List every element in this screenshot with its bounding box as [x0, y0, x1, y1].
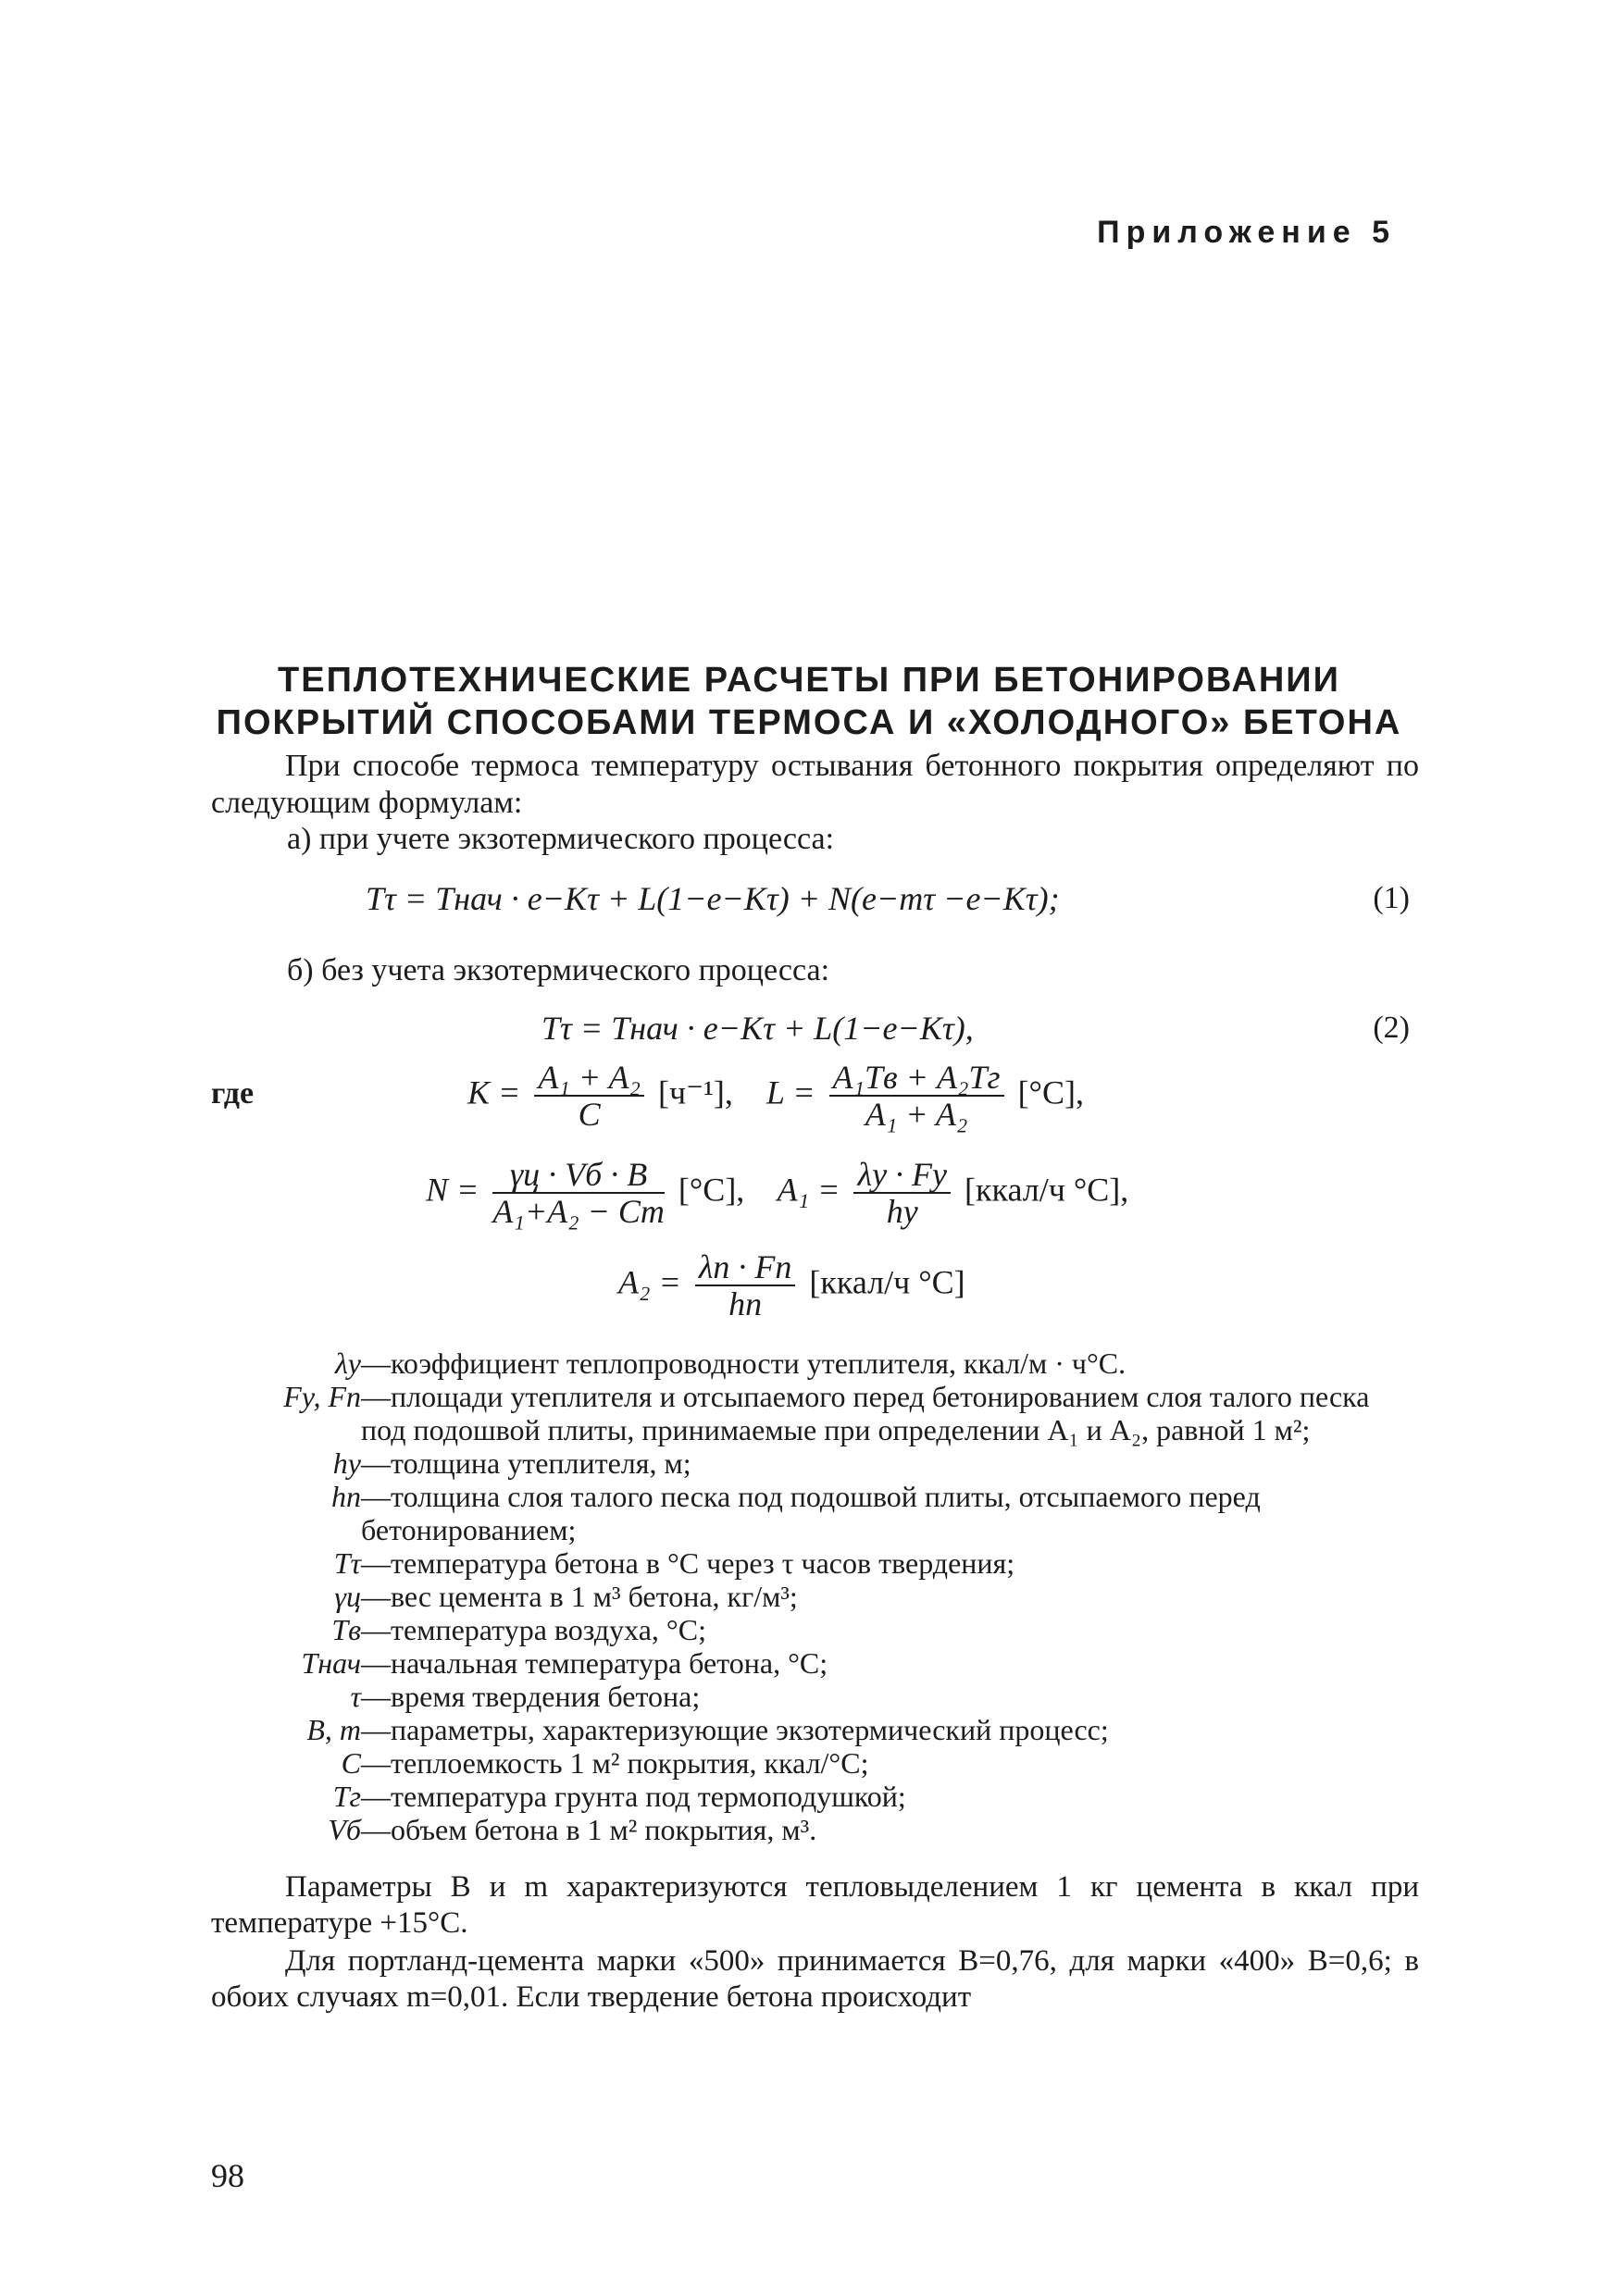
definition-item: Vб —объем бетона в 1 м² покрытия, м³. [328, 1813, 817, 1846]
title-line-2: ПОКРЫТИЙ СПОСОБАМИ ТЕРМОСА И «ХОЛОДНОГО» БЕТОНА [216, 703, 1402, 742]
appendix-label: Приложение 5 [1097, 215, 1396, 250]
page-number: 98 [211, 2157, 244, 2194]
definition-item: Tг —температура грунта под термоподушкой; [332, 1780, 906, 1813]
document-title [0, 659, 1618, 744]
a2-lhs: A₂ = [618, 1263, 681, 1301]
n-denominator: A₁+A₂ − Cm [492, 1193, 665, 1230]
definition-item: hп —толщина слоя талого песка под подошвой плиты, отсыпаемого перед бетонированием; [331, 1480, 1261, 1546]
paragraph-parameters: Параметры B и m характеризуются тепловыделением 1 кг цемента в ккал при температуре +15°C. [211, 1870, 1419, 1940]
formula-k-l [467, 1060, 1084, 1132]
formula-a2 [618, 1249, 965, 1322]
k-fraction [534, 1060, 644, 1132]
l-numerator: A₁Tв + A₂Tг [829, 1060, 1004, 1097]
l-denominator: A₁ + A₂ [865, 1096, 968, 1133]
item-a: а) при учете экзотермического процесса: [287, 822, 835, 856]
n-fraction [492, 1157, 665, 1229]
a1-denominator: hу [886, 1193, 918, 1230]
a1-numerator: λу · Fу [853, 1157, 951, 1194]
formula-1: Tτ = Tнач · e−Kτ + L(1−e−Kτ) + N(e−mτ −e−Kτ); [366, 880, 1060, 917]
a2-fraction [695, 1249, 796, 1322]
definition-item: Tнач —начальная температура бетона, °C; [301, 1646, 828, 1680]
k-lhs: K = [467, 1074, 521, 1111]
n-numerator: γц · Vб · B [492, 1157, 665, 1194]
definition-item: λу —коэффициент теплопроводности утеплителя, ккал/м · ч°C. [334, 1347, 1126, 1380]
title-line-1: ТЕПЛОТЕХНИЧЕСКИЕ РАСЧЕТЫ ПРИ БЕТОНИРОВАНИИ [278, 661, 1340, 700]
formula-2-number: (2) [1373, 1011, 1410, 1045]
intro-text: При способе термоса температуру остывания бетонного покрытия определяют по следующим формулам: [211, 749, 1419, 820]
a2-denominator: hп [728, 1285, 763, 1322]
l-lhs: L = [765, 1074, 815, 1111]
k-unit: [ч⁻¹], [657, 1074, 733, 1111]
a2-numerator: λп · Fп [695, 1249, 796, 1286]
k-denominator: C [578, 1096, 601, 1133]
formula-2: Tτ = Tнач · e−Kτ + L(1−e−Kτ), [541, 1010, 974, 1047]
definition-item: τ —время твердения бетона; [350, 1680, 701, 1713]
a1-fraction [853, 1157, 951, 1229]
a2-unit: [ккал/ч °C] [809, 1263, 965, 1301]
formula-1-number: (1) [1373, 881, 1410, 915]
k-numerator: A₁ + A₂ [534, 1060, 644, 1097]
a1-unit: [ккал/ч °C], [965, 1171, 1129, 1209]
item-b: б) без учета экзотермического процесса: [287, 953, 830, 987]
n-unit: [°C], [678, 1171, 745, 1209]
definition-item: Tв —температура воздуха, °C; [331, 1613, 706, 1646]
definition-item: γц —вес цемента в 1 м³ бетона, кг/м³; [334, 1580, 798, 1613]
definition-item: Tτ —температура бетона в °C через τ часов твердения; [333, 1546, 1015, 1580]
where-label: где [211, 1076, 255, 1111]
l-unit: [°C], [1017, 1074, 1084, 1111]
formula-n-a1 [426, 1157, 1128, 1229]
definition-item: C —теплоемкость 1 м² покрытия, ккал/°C; [341, 1746, 869, 1780]
a1-lhs: A₁ = [777, 1171, 840, 1209]
l-fraction [829, 1060, 1004, 1132]
intro-paragraph [211, 748, 1419, 822]
paragraph-cement: Для портланд-цемента марки «500» принимается B=0,76, для марки «400» B=0,6; в обоих случаях m=0,01. Если твердение бетона происходит [211, 1944, 1419, 2014]
n-lhs: N = [426, 1171, 479, 1209]
definition-item: Fу, Fп —площади утеплителя и отсыпаемого перед бетонированием слоя талого песка под подошвой плиты, принимаемые при определении A₁ и A₂, равной 1 м²; [283, 1380, 1370, 1446]
definition-item: hу —толщина утеплителя, м; [332, 1446, 691, 1480]
definitions-list [211, 1347, 1419, 1846]
definition-item: B, m —параметры, характеризующие экзотермический процесс; [306, 1713, 1109, 1746]
